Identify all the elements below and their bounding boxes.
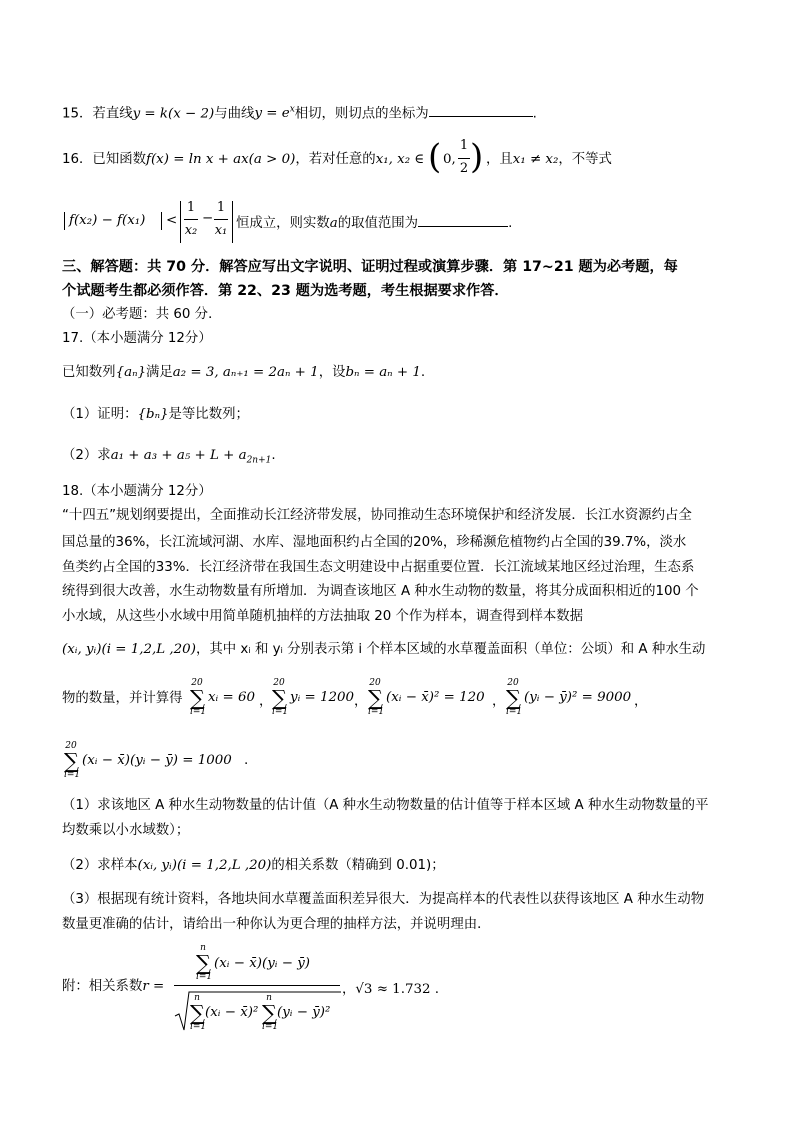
q18-sum5-sign: ∑ xyxy=(64,749,79,773)
q18-sum5-sigma xyxy=(64,741,81,780)
q18-comma4: ， xyxy=(634,694,648,709)
q18-p2-math: (xᵢ, yᵢ)(i = 1,2,L ,20) xyxy=(137,858,272,873)
q18-r-numerator: (xᵢ − x̄)(yᵢ − ȳ) xyxy=(214,956,310,971)
q18-part2 xyxy=(62,857,445,875)
q18-sum2-lower: i=1 xyxy=(272,707,289,717)
q18-sum3-lower: i=1 xyxy=(368,707,385,717)
q16-after2: 的取值范围为 xyxy=(337,216,419,231)
q16-frac2-den: x₁ xyxy=(214,223,228,238)
q17-p2-expr: a₁ + a₃ + a₅ + L + a xyxy=(110,448,247,463)
q16-abs-left-2 xyxy=(161,212,162,230)
q17-part2 xyxy=(62,447,276,470)
q18-sum3-sign: ∑ xyxy=(368,686,383,710)
q18-sum1-sign: ∑ xyxy=(190,686,205,710)
q17-stem-a: 已知数列 xyxy=(62,365,116,380)
q16-ineq-left: f(x₂) − f(x₁) xyxy=(69,213,146,228)
q17-seq: {aₙ} xyxy=(115,365,147,380)
q18-r-den-expr1: (xᵢ − x̄)² xyxy=(205,1005,259,1020)
q16-frac1-den: x₂ xyxy=(184,223,198,238)
q16-vars: x₁, x₂ ∈ xyxy=(375,152,425,167)
q18-sum5-end: . xyxy=(244,753,249,768)
q17-p2-end: . xyxy=(271,448,276,463)
q18-r-den2-sign: ∑ xyxy=(262,1001,277,1025)
q15-curve-exp: x xyxy=(289,105,295,115)
q17-p1-b: 是等比数列； xyxy=(168,407,249,422)
q16-half-numerator: 1 xyxy=(459,138,469,153)
q16-line1-tail xyxy=(486,151,612,169)
q16-a: a xyxy=(329,216,338,231)
q18-r-den2-upper: n xyxy=(266,993,272,1003)
q18-r-den1-upper: n xyxy=(194,993,200,1003)
q18-sum2-upper: 20 xyxy=(273,678,285,688)
q16-interval-zero: 0, xyxy=(443,152,456,167)
q17-p2-a: （2）求 xyxy=(62,448,111,463)
q18-sum4-upper: 20 xyxy=(507,678,519,688)
q18-sum4-sign: ∑ xyxy=(506,686,521,710)
q18-r-den-expr2: (yᵢ − ȳ)² xyxy=(277,1005,331,1020)
q15-curve-equation xyxy=(254,106,294,121)
q17-p1-a: （1）证明： xyxy=(62,407,138,422)
q17-stem-c: ，设 xyxy=(318,365,346,380)
q16-cond: ，且 xyxy=(486,152,513,167)
q18-r-num-sigma xyxy=(196,943,213,982)
q18-sqrt3-approx: ，√3 ≈ 1.732 . xyxy=(342,982,440,997)
q17-bn: bₙ = aₙ + 1 xyxy=(345,365,421,380)
q16-interval-open: ( xyxy=(428,137,442,177)
q17-part1 xyxy=(62,406,249,424)
q16-abs-right-1 xyxy=(180,201,181,243)
question-15 xyxy=(62,101,537,123)
q15-answer-blank[interactable] xyxy=(429,103,533,117)
q18-l6-text: ，其中 xᵢ 和 yᵢ 分别表示第 i 个样本区域的水草覆盖面积（单位：公顷）和 A 种水生动 xyxy=(195,642,706,657)
q17-p2-sub: 2n+1 xyxy=(246,455,272,466)
q15-text: 与曲线 xyxy=(214,106,255,122)
q15-curve-base: y = e xyxy=(254,106,290,122)
q15-end: . xyxy=(532,106,537,122)
q18-sums-prefix: 物的数量，并计算得 xyxy=(62,691,183,706)
q18-line5: 小水域，从这些小水域中用简单随机抽样的方法抽取 20 个作为样本，调查得到样本数据 xyxy=(62,609,584,624)
q16-line2-tail xyxy=(236,213,512,233)
q18-part3-line2: 数量更准确的估计，请给出一种你认为更合理的抽样方法，并说明理由． xyxy=(62,917,491,932)
q18-sum1-sigma xyxy=(190,678,207,717)
q18-r-den1-lower: i=1 xyxy=(190,1022,207,1032)
q18-r-den-sigma2 xyxy=(262,993,279,1032)
q16-lt: < xyxy=(166,213,178,228)
q15-number: 15．若直线 xyxy=(62,106,133,122)
q16-frac2-bar xyxy=(214,219,228,220)
q16-answer-blank[interactable] xyxy=(418,213,508,227)
q16-after: 恒成立，则实数 xyxy=(236,216,330,231)
q18-p2-b: 的相关系数（精确到 0.01)； xyxy=(271,858,445,873)
q15-text-tail: 相切，则切点的坐标为 xyxy=(294,106,429,122)
q18-sum2-expr: yᵢ = 1200 xyxy=(290,690,355,705)
q16-number: 16．已知函数 xyxy=(62,152,146,167)
q18-part1-line2: 均数乘以小水域数）； xyxy=(62,823,190,838)
q18-part3-line1: （3）根据现有统计资料，各地块间水草覆盖面积差异很大．为提高样本的代表性以获得该地区 A 种水生动物 xyxy=(62,892,705,907)
q16-interval-close: ) xyxy=(470,137,484,177)
q18-r-fraction-bar xyxy=(174,985,340,986)
q18-sum1-expr: xᵢ = 60 xyxy=(208,690,256,705)
q18-line6 xyxy=(62,641,705,659)
q15-line-equation: y = k(x − 2) xyxy=(132,106,215,122)
question-16-line1 xyxy=(62,151,424,169)
q18-r-den1-sign: ∑ xyxy=(190,1001,205,1025)
q18-sum4-lower: i=1 xyxy=(506,707,523,717)
q16-frac2-num: 1 xyxy=(216,200,226,215)
q18-r-den2-lower: i=1 xyxy=(262,1022,279,1032)
q18-comma1: ， xyxy=(259,694,273,709)
q18-line1: “十四五”规划纲要提出，全面推动长江经济带发展，协同推动生态环境保护和经济发展．长江水资源约占全 xyxy=(62,508,692,523)
q17-stem-end: . xyxy=(420,365,426,380)
q18-sum3-sigma xyxy=(368,678,385,717)
section3-heading-line1: 三、解答题：共 70 分．解答应写出文字说明、证明过程或演算步骤．第 17~21 题为必考题，每 xyxy=(62,259,678,275)
q18-line2: 国总量的36%，长江流域河湖、水库、湿地面积约占全国的20%，珍稀濒危植物约占全国的39.7%，淡水 xyxy=(62,535,687,550)
q18-sum3-upper: 20 xyxy=(369,678,381,688)
q16-neq: x₁ ≠ x₂ xyxy=(512,152,559,167)
q18-sum3-expr: (xᵢ − x̄)² = 120 xyxy=(386,690,485,705)
q16-text: ，若对任意的 xyxy=(295,152,376,167)
q18-part1-line1: （1）求该地区 A 种水生动物数量的估计值（A 种水生动物数量的估计值等于样本区域 A 种水生动物数量的平 xyxy=(62,798,709,813)
q18-header: 18.（本小题满分 12分） xyxy=(62,484,212,499)
required-section-label: （一）必考题：共 60 分． xyxy=(62,307,222,322)
q16-half-bar xyxy=(458,158,470,159)
q18-appendix-pre: 附：相关系数 xyxy=(62,979,143,994)
q17-p1-seq: {bₙ} xyxy=(137,407,169,422)
q16-frac1-bar xyxy=(184,219,198,220)
q18-sum4-sigma xyxy=(506,678,523,717)
q18-sum2-sigma xyxy=(272,678,289,717)
section3-heading-line2: 个试题考生都必须作答．第 22、23 题为选考题，考生根据要求作答． xyxy=(62,283,509,299)
q18-comma3: ， xyxy=(492,694,506,709)
q18-r-eq: r = xyxy=(142,979,165,994)
q18-line4: 统得到很大改善，水生动物数量有所增加．为调查该地区 A 种水生动物的数量，将其分成面积相近的100 个 xyxy=(62,584,699,599)
q18-r-den-sigma1 xyxy=(190,993,207,1032)
q18-appendix xyxy=(62,978,164,996)
q18-sum5-lower: i=1 xyxy=(64,770,81,780)
q16-abs-left-1 xyxy=(64,212,65,230)
q18-sum5-upper: 20 xyxy=(65,741,77,751)
q18-p2-a: （2）求样本 xyxy=(62,858,138,873)
q16-abs-right-2 xyxy=(232,201,233,243)
q17-stem-b: 满足 xyxy=(146,365,173,380)
q17-stem xyxy=(62,364,425,382)
q18-sum1-lower: i=1 xyxy=(190,707,207,717)
q16-half-denominator: 2 xyxy=(459,161,469,176)
q18-line3: 鱼类约占全国的33%．长江经济带在我国生态文明建设中占据重要位置．长江流域某地区经过治理，生态系 xyxy=(62,560,695,575)
q18-r-num-upper: n xyxy=(200,943,206,953)
q18-sum5-expr: (xᵢ − x̄)(yᵢ − ȳ) = 1000 xyxy=(82,753,232,768)
q18-sum4-expr: (yᵢ − ȳ)² = 9000 xyxy=(524,690,632,705)
q18-l6-math: (xᵢ, yᵢ)(i = 1,2,L ,20) xyxy=(62,642,196,657)
q17-header: 17.（本小题满分 12分） xyxy=(62,331,212,346)
q16-end: . xyxy=(508,216,513,231)
q18-sum1-upper: 20 xyxy=(191,678,203,688)
q16-frac1-num: 1 xyxy=(186,200,196,215)
q16-text-tail: ，不等式 xyxy=(558,152,612,167)
q18-sum2-sign: ∑ xyxy=(272,686,287,710)
q16-function: f(x) = ln x + ax(a > 0) xyxy=(146,152,296,167)
q18-r-num-lower: i=1 xyxy=(196,972,213,982)
q16-minus: − xyxy=(202,211,214,226)
q17-cond: a₂ = 3, aₙ₊₁ = 2aₙ + 1 xyxy=(172,365,319,380)
q18-r-num-sign: ∑ xyxy=(196,951,211,975)
q18-comma2: ， xyxy=(354,694,368,709)
